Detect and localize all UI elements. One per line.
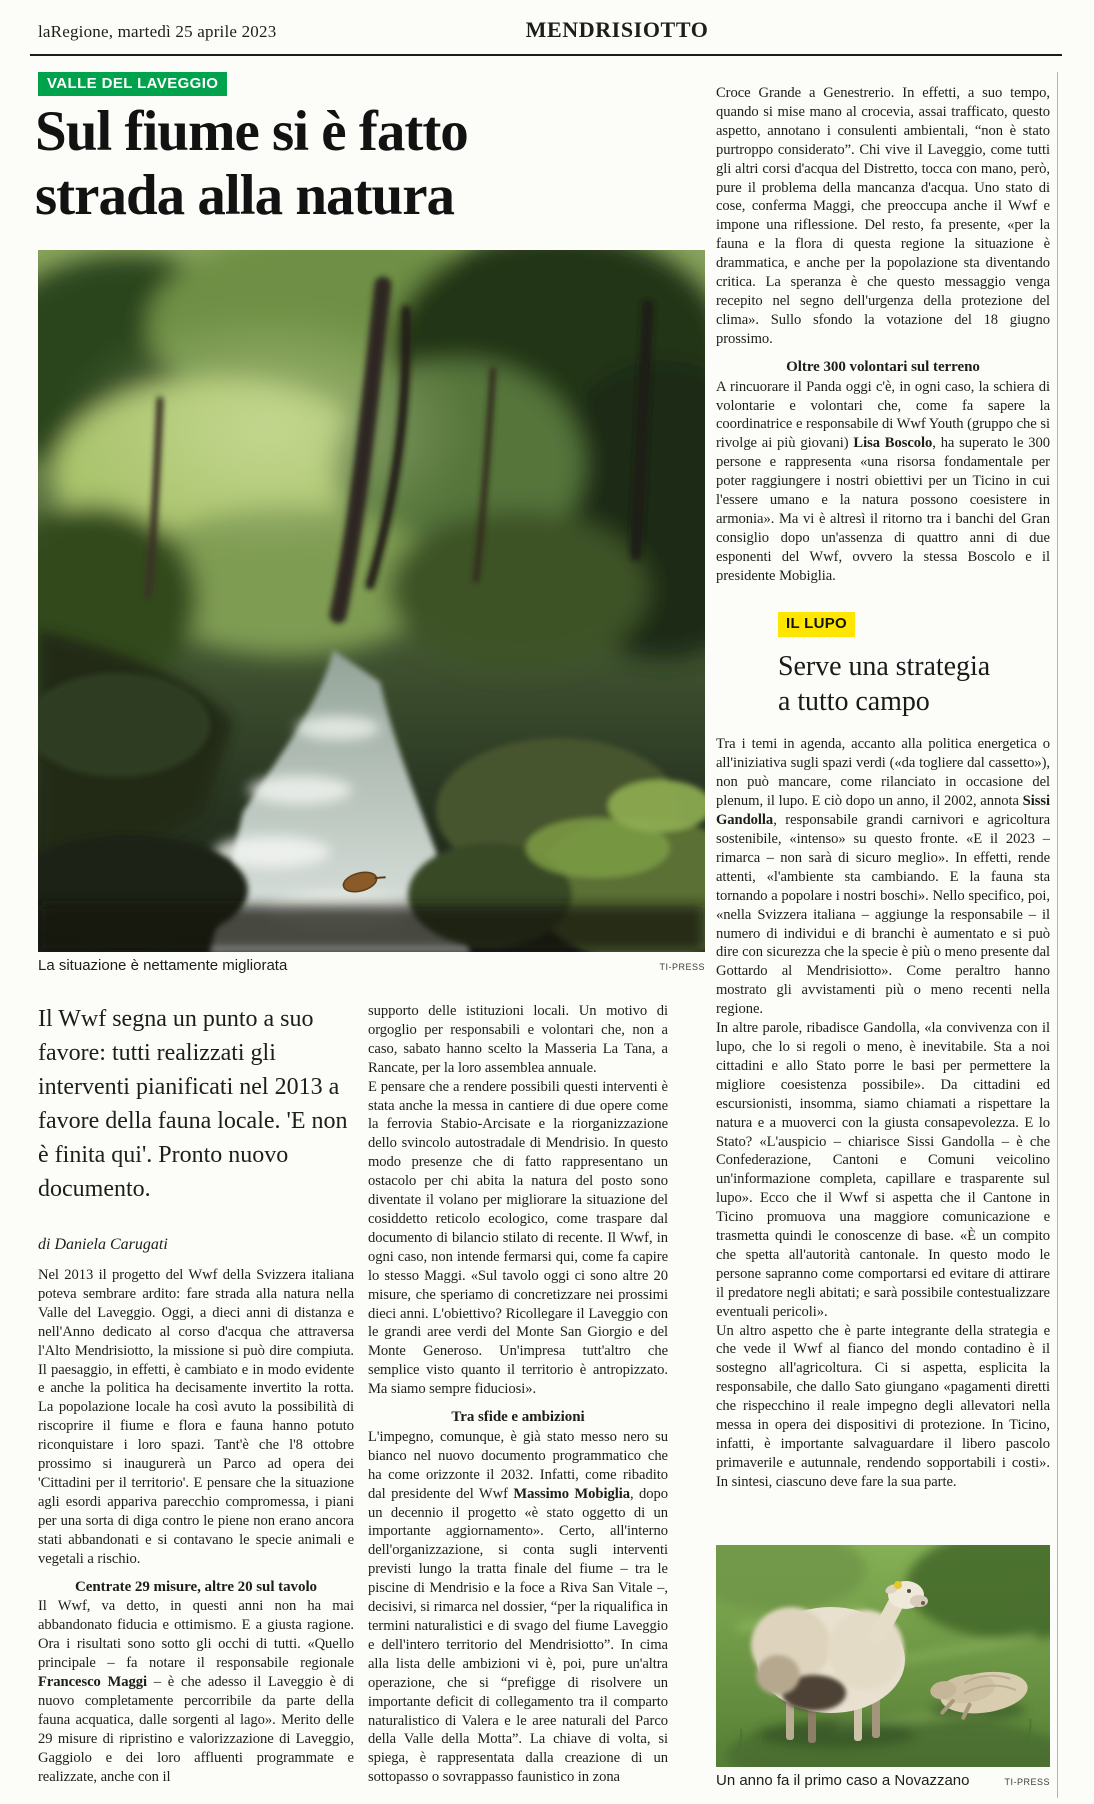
lupo-body-blocks bbox=[716, 735, 1050, 1491]
body-paragraph: Il Wwf, va detto, in questi anni non ha mai abbandonato fiducia e ottimismo. E a giusta ragione. Ora i risultati sono sotto gli occhi di tutti. «Quello principale – fa notare il responsabile regionale Francesco Maggi – è che adesso il Laveggio è di nuovo completamente percorribile da parte della fauna acquatica, dalle sorgenti al lago». Merito delle 29 misure di ripristino e valorizzazione di Laveggio, Gaggiolo e dei loro affluenti programmate e realizzate, anche con il bbox=[38, 1598, 354, 1785]
sheep-photo-illustration bbox=[716, 1545, 1050, 1767]
sheep-photo-caption-row bbox=[716, 1772, 1050, 1789]
article-kicker: VALLE DEL LAVEGGIO bbox=[38, 72, 227, 96]
sheep-photo-credit: TI-PRESS bbox=[1004, 1777, 1050, 1787]
lupo-kicker: IL LUPO bbox=[778, 612, 855, 638]
lupo-headline-line-2: a tutto campo bbox=[778, 686, 930, 718]
river-photo bbox=[38, 250, 705, 952]
sheep-photo-caption: Un anno fa il primo caso a Novazzano bbox=[716, 1772, 970, 1789]
main-photo-credit: TI-PRESS bbox=[659, 962, 705, 972]
body-column-1 bbox=[38, 1266, 354, 1804]
body-paragraph: A rincuorare il Panda oggi c'è, in ogni caso, la schiera di volontarie e volontari che, come fa sapere la coordinatrice e responsabile di Wwf Youth (gruppo che si rivolge ai più giovani) Lisa Boscolo, ha superato le 300 persone e rappresenta «una risorsa fondamentale per poter raggiungere i nostri obiettivi per un Ticino in cui l'essere umano e la natura possono coesistere in armonia». Ma vi è altresì il ritorno tra i banchi del Gran consiglio dopo un'assenza di quattro anni di due esponenti del Wwf, ovvero la stessa Boscolo e il presidente Mobiglia. bbox=[716, 378, 1050, 584]
section-subhead: Tra sfide e ambizioni bbox=[451, 1409, 585, 1426]
section-subhead: Oltre 300 volontari sul terreno bbox=[786, 358, 980, 375]
section-subhead: Centrate 29 misure, altre 20 sul tavolo bbox=[74, 1578, 318, 1595]
lupo-section bbox=[716, 586, 1050, 1492]
article-byline: di Daniela Carugati bbox=[38, 1236, 168, 1253]
article-headline bbox=[35, 100, 675, 228]
body-paragraph: supporto delle istituzioni locali. Un motivo di orgoglio per responsabili e volontari che, non a caso, sabato hanno scelto la Masseria La Tana, a Rancate, per la loro assemblea annuale. bbox=[368, 1003, 668, 1076]
main-photo-caption-row bbox=[38, 957, 705, 974]
article-standfirst: Il Wwf segna un punto a suo favore: tutti realizzati gli interventi pianificati nel 2013 a favore della fauna locale. 'E non è finita qui'. Pronto nuovo documento. bbox=[38, 1006, 348, 1202]
lupo-headline-line-1: Serve una strategia bbox=[778, 651, 991, 683]
header-rule bbox=[30, 54, 1062, 56]
river-photo-illustration bbox=[38, 250, 705, 952]
headline-line-2: strada alla natura bbox=[35, 164, 455, 227]
column-3-top-blocks bbox=[716, 84, 1050, 586]
body-paragraph: L'impegno, comunque, è già stato messo nero su bianco nel nuovo documento programmatico che ha come orizzonte il 2032. Infatti, come ribadito dal presidente del Wwf Massimo Mobiglia, dopo un decennio il progetto «è stato oggetto di un importante aggiornamento». Certo, all'interno dell'organizzazione, si conta sugli interventi previsti lungo la tratta finale del fiume – tra le piscine di Mendrisio e la foce a Riva San Vitale –, decisivi, si rimarca nel dossier, “per la riqualifica in termini naturalistici e di svago del fiume Laveggio e dell'intero territorio del Mendrisiotto”. In cima alla lista delle ambizioni vi è, poi, pure un'altra operazione, che si “prefigge di risolvere un importante deficit di collegamento tra il comparto naturalistico di Valera e le aree naturali del Parco della Valle della Motta”. La chiave di volta, si spiega, è rappresentata dalla creazione di un sottopasso o sovrappasso faunistico in zona bbox=[368, 1428, 668, 1786]
section-title: MENDRISIOTTO bbox=[525, 17, 709, 42]
masthead-dateline: laRegione, martedì 25 aprile 2023 bbox=[38, 22, 277, 41]
ear-tag bbox=[894, 1581, 902, 1589]
body-paragraph: In altre parole, ribadisce Gandolla, «la convivenza con il lupo, che lo si regoli o meno, è inevitabile. Sta a noi cittadini e allo Stato porre le basi per permettere la migliore coesistenza possibile». Da cittadini ed escursionisti, insomma, siamo chiamati a rispettare la natura e a muoverci con la giusta consapevolezza. E lo Stato? «L'auspicio – chiarisce Sissi Gandolla – è che Confederazione, Cantoni e Comuni veicolino un'informazione completa, capillare e trasparente sul lupo». Ecco che il Wwf si aspetta che il Cantone in Ticino promuova una maggiore comunicazione e trasmetta quindi le conoscenze di base. «È un compito che spetta all'autorità cantonale. In questo modo le persone sapranno come comportarsi ed evitare di attirare il predatore negli abitati; e sarà possibile contestualizzare eventuali pericoli». bbox=[716, 1020, 1050, 1320]
body-column-3 bbox=[716, 84, 1050, 1542]
body-paragraph: E pensare che a rendere possibili questi interventi è stata anche la messa in cantiere di due opere come la ferrovia Stabio-Arcisate e la riorganizzazione dello svincolo autostradale di Mendrisio. In questo modo presenze che di fatto rappresentano un ostacolo per chi abita la natura del posto sono diventate il volano per migliorare la situazione del cosiddetto reticolo ecologico, come traspare dal documento di bilancio stilato di recente. Il Wwf, in ogni caso, non intende fermarsi qui, come fa capire lo stesso Maggi. «Sul tavolo oggi ci sono altre 20 misure, che speriamo di concretizzare nei prossimi dieci anni. L'obiettivo? Ricollegare il Laveggio con le grandi aree verdi del Monte San Giorgio e del Monte Generoso. Un'impresa tutt'altro che semplice visto quanto il territorio è antropizzato. Ma siamo sempre fiduciosi». bbox=[368, 1078, 668, 1398]
sheep-photo bbox=[716, 1545, 1050, 1767]
body-paragraph: Nel 2013 il progetto del Wwf della Svizzera italiana poteva sembrare ardito: fare strada alla natura nella Valle del Laveggio. Oggi, a dieci anni di distanza e nell'Anno dedicato al corso d'acqua che attraversa l'Alto Mendrisiotto, la missione si può dire compiuta. Il paesaggio, in effetti, è cambiato e in modo evidente e anche la politica ha decisamente invertito la rotta. La popolazione locale ha così avuto la possibilità di riscoprire il fiume e flora e fauna hanno potuto riconquistare i loro spazi. Tant'è che l'8 ottobre prossimo si inaugurerà un Parco ad opera dei 'Cittadini per il territorio'. E pensare che la situazione agli esordi appariva parecchio compromessa, i piani per una sorta di diga contro le piene non erano ancora stati abbandonati e si contavano le specie animali e vegetali a rischio. bbox=[38, 1267, 354, 1567]
column-divider-rule bbox=[1057, 72, 1058, 1798]
body-paragraph: Un altro aspetto che è parte integrante della strategia e che vede il Wwf al fianco del mondo contadino è il sostegno all'agricoltura. Ci si aspetta, esplicita la responsabile, che dallo Sato giungano «pagamenti diretti che rispecchino il reale impegno degli allevatori nella messa in opera dei dispositivi di protezione. In Ticino, infatti, è importante salvaguardare il libero pascolo primaverile e autunnale, rendendo sopportabili i costi». In sintesi, ciascuno deve fare la sua parte. bbox=[716, 1322, 1050, 1490]
headline-line-1: Sul fiume si è fatto bbox=[35, 100, 468, 163]
body-paragraph: Tra i temi in agenda, accanto alla politica energetica o all'iniziativa sugli spazi verdi («da togliere dal cassetto»), non può mancare, come rilanciato in occasione del plenum, il lupo. E ciò dopo un anno, il 2002, annota Sissi Gandolla, responsabile grandi carnivori e agricoltura sostenibile, «intenso» su questo fronte. «E il 2023 – rimarca – non sarà di sicuro meglio». In effetti, rende attenti, «l'ambiente sta cambiando. E la fauna sta tornando a popolare i nostri boschi». Nello specifico, poi, «nella Svizzera italiana – aggiunge la responsabile – il numero di individui e di branchi è aumentato e si può dire con sicurezza che la specie è più o meno presente dal Gottardo al Mendrisiotto». Come peraltro hanno mostrato gli avvistamenti più o meno recenti nella regione. bbox=[716, 736, 1050, 1018]
body-column-2 bbox=[368, 1002, 668, 1804]
lupo-headline bbox=[778, 649, 1050, 719]
main-photo-caption: La situazione è nettamente migliorata bbox=[38, 957, 288, 974]
body-paragraph: Croce Grande a Genestrerio. In effetti, a suo tempo, quando si mise mano al crocevia, assai trafficato, questo aspetto, annotano i consulenti ambientali, “non è stato purtroppo considerato”. Chi vive il Laveggio, come tutti gli altri corsi d'acqua del Distretto, tocca con mano, però, pure il problema della mancanza d'acqua. Uno stato di cose, conferma Maggi, che preoccupa anche il Wwf e impone una riflessione. Del resto, fa presente, «per la fauna e la flora di questa regione la situazione è drammatica, e anche per la popolazione sta diventando critica. La speranza è che questo messaggio venga recepito nel segno dell'urgenza della protezione del clima». Sullo sfondo la votazione del 18 giugno prossimo. bbox=[716, 85, 1050, 347]
